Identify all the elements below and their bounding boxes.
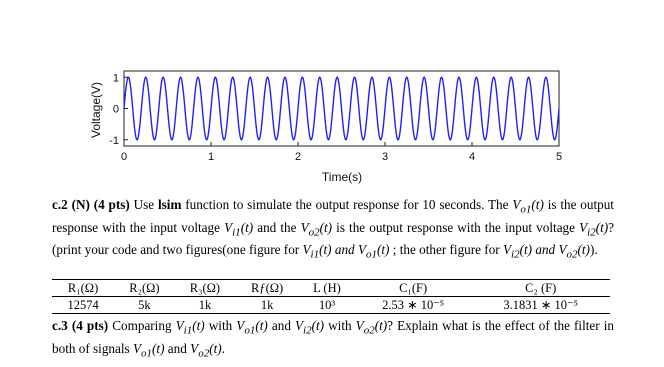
x-tick-label: 5 — [555, 151, 563, 163]
value-rf: 1k — [235, 297, 299, 314]
header-c2: C₂ (F) — [471, 280, 610, 297]
x-tick-label: 0 — [120, 151, 128, 163]
header-c1: C₁(F) — [355, 280, 472, 297]
value-r3: 1k — [175, 297, 236, 314]
problem-c3-text: c.3 (4 pts) Comparing $V_{i1}(t)$ with $V_{o1}(t)$ and $V_{i2}(t)$ with $V_{o2}(t)$? Explain what is the effect of the filter in both of signals $V_{o1}(t)$ and $V_{o2}(t)$. — [52, 318, 614, 360]
problem-c2-text: c.2 (N) (4 pts) Use lsim function to simulate the output response for 10 seconds. The $V_{o1}(t)$ is the output response with the input voltage $V_{i1}(t)$ and the $V_{o2}(t)$ is the output response with the input voltage $V_{i2}(t)$? (print your code and two figures(one figure for $V_{i1}(t)$ and $V_{o1}(t)$ ; the other figure for $V_{i2}(t)$ and $V_{o2}(t)$). — [52, 197, 615, 261]
y-tick-label: -1 — [109, 134, 119, 147]
header-r3: R₃(Ω) — [175, 280, 236, 297]
table-header-row — [52, 280, 610, 297]
value-r2: 5k — [114, 297, 175, 314]
value-l: 10³ — [299, 297, 355, 314]
x-tick-label: 3 — [381, 151, 389, 163]
y-axis-label: Voltage(V) — [89, 81, 103, 139]
value-c2: 3.1831 ∗ 10⁻⁵ — [471, 297, 610, 314]
value-r1: 12574 — [52, 297, 114, 314]
header-rf: Rƒ(Ω) — [235, 280, 299, 297]
value-c1: 2.53 ∗ 10⁻⁵ — [355, 297, 472, 314]
table-row — [52, 297, 610, 314]
header-r1: R₁(Ω) — [52, 280, 114, 297]
y-tick-label: 0 — [112, 103, 119, 116]
y-tick-label: 1 — [112, 72, 119, 85]
header-l: L (H) — [299, 280, 355, 297]
header-r2: R₂(Ω) — [114, 280, 175, 297]
x-axis-label: Time(s) — [321, 170, 363, 184]
x-tick-label: 1 — [207, 151, 215, 163]
x-tick-label: 4 — [468, 151, 476, 163]
x-tick-label: 2 — [294, 151, 302, 163]
parameters-table — [52, 279, 610, 314]
